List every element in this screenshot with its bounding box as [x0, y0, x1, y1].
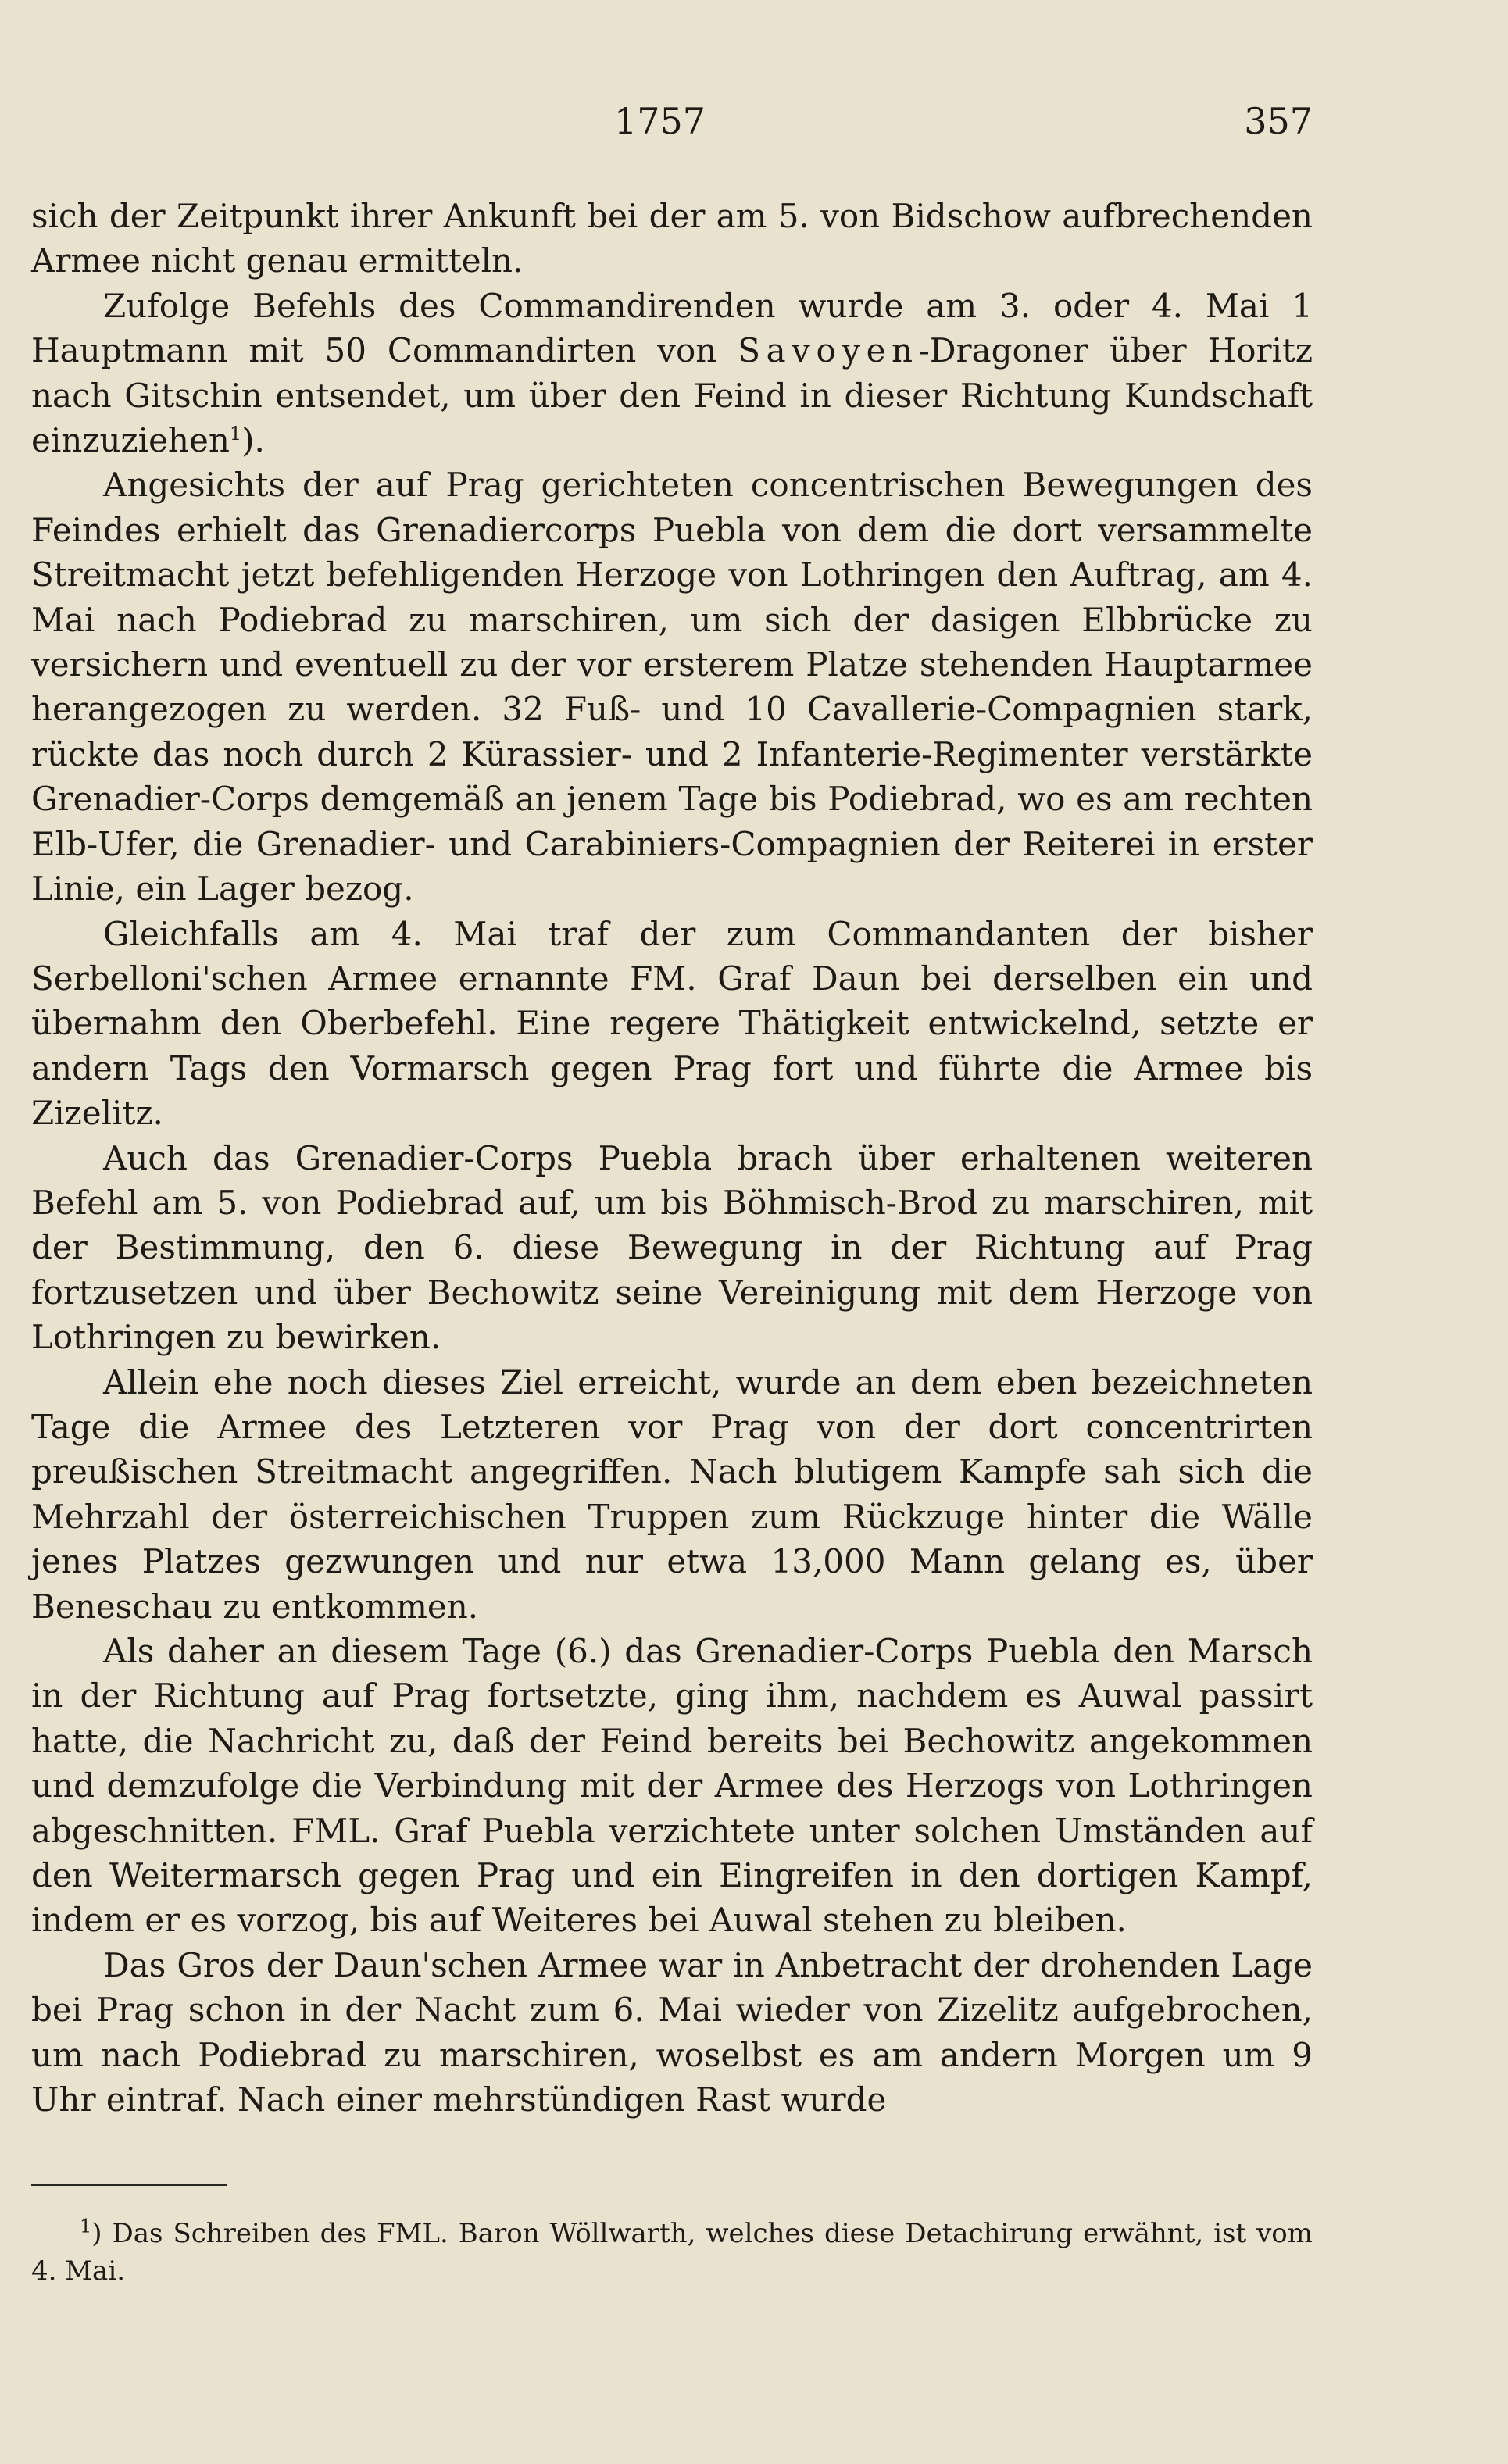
paragraph: sich der Zeitpunkt ihrer Ankunft bei der am 5. von Bidschow aufbrechenden Armee nicht genau ermitteln. [31, 197, 1313, 280]
paragraph-text: Zufolge Befehls des Commandirenden wurde am 3. oder 4. Mai 1 Hauptmann mit 50 Commandirten von [31, 286, 1313, 370]
emphasized-name: Savoyen [738, 331, 919, 370]
footnote-reference: 1 [229, 423, 242, 445]
header-year: 1757 [614, 100, 706, 142]
paragraph: Auch das Grenadier-Corps Puebla brach über erhaltenen weiteren Befehl am 5. von Podiebrad auf, um bis Böhmisch-Brod zu marschiren, mit der Bestimmung, den 6. diese Bewegung in der Richtung auf Prag fortzusetzen und über Bechowitz seine Vereinigung mit dem Herzoge von Lothringen zu bewirken. [31, 1138, 1313, 1357]
paragraph [31, 284, 1313, 463]
footnote-divider [31, 2184, 227, 2186]
footnote [31, 2215, 1313, 2290]
paragraph-text: ). [241, 421, 265, 460]
footnote-text: ) Das Schreiben des FML. Baron Wöllwarth, welches diese Detachirung erwähnt, ist vom 4. Mai. [31, 2218, 1313, 2287]
body-text [31, 194, 1313, 2122]
running-header [31, 100, 1313, 155]
paragraph: Angesichts der auf Prag gerichteten concentrischen Bewegungen des Feindes erhielt das Grenadiercorps Puebla von dem die dort versammelte Streitmacht jetzt befehligenden Herzoge von Lothringen den Auftrag, am 4. Mai nach Podiebrad zu marschiren, um sich der dasigen Elbbrücke zu versichern und eventuell zu der vor ersterem Platze stehenden Hauptarmee herangezogen zu werden. 32 Fuß- und 10 Cavallerie-Compagnien stark, rückte das noch durch 2 Kürassier- und 2 Infanterie-Regimenter verstärkte Grenadier-Corps demgemäß an jenem Tage bis Podiebrad, wo es am rechten Elb-Ufer, die Grenadier- und Carabiniers-Compagnien der Reiterei in erster Linie, ein Lager bezog. [31, 466, 1313, 909]
paragraph: Gleichfalls am 4. Mai traf der zum Commandanten der bisher Serbelloni'schen Armee ernannte FM. Graf Daun bei derselben ein und übernahm den Oberbefehl. Eine regere Thätigkeit entwickelnd, setzte er andern Tags den Vormarsch gegen Prag fort und führte die Armee bis Zizelitz. [31, 914, 1313, 1133]
paragraph: Das Gros der Daun'schen Armee war in Anbetracht der drohenden Lage bei Prag schon in der Nacht zum 6. Mai wieder von Zizelitz aufgebrochen, um nach Podiebrad zu marschiren, woselbst es am andern Morgen um 9 Uhr eintraf. Nach einer mehrstündigen Rast wurde [31, 1945, 1313, 2119]
paragraph: Als daher an diesem Tage (6.) das Grenadier-Corps Puebla den Marsch in der Richtung auf Prag fortsetzte, ging ihm, nachdem es Auwal passirt hatte, die Nachricht zu, daß der Feind bereits bei Bechowitz angekommen und demzufolge die Verbindung mit der Armee des Herzogs von Lothringen abgeschnitten. FML. Graf Puebla verzichtete unter solchen Umständen auf den Weitermarsch gegen Prag und ein Eingreifen in den dortigen Kampf, indem er es vorzog, bis auf Weiteres bei Auwal stehen zu bleiben. [31, 1632, 1313, 1940]
footnote-paragraph [31, 2215, 1313, 2290]
paragraph-text: -Dragoner über Horitz nach Gitschin entsendet, um über den Feind in dieser Richtung Kundschaft einzuziehen [31, 331, 1313, 460]
footnote-marker: 1 [80, 2215, 92, 2237]
page-number: 357 [1244, 100, 1313, 142]
paragraph: Allein ehe noch dieses Ziel erreicht, wurde an dem eben bezeichneten Tage die Armee des Letzteren vor Prag von der dort concentrirten preußischen Streitmacht angegriffen. Nach blutigem Kampfe sah sich die Mehrzahl der österreichischen Truppen zum Rückzuge hinter die Wälle jenes Platzes gezwungen und nur etwa 13,000 Mann gelang es, über Beneschau zu entkommen. [31, 1362, 1313, 1626]
